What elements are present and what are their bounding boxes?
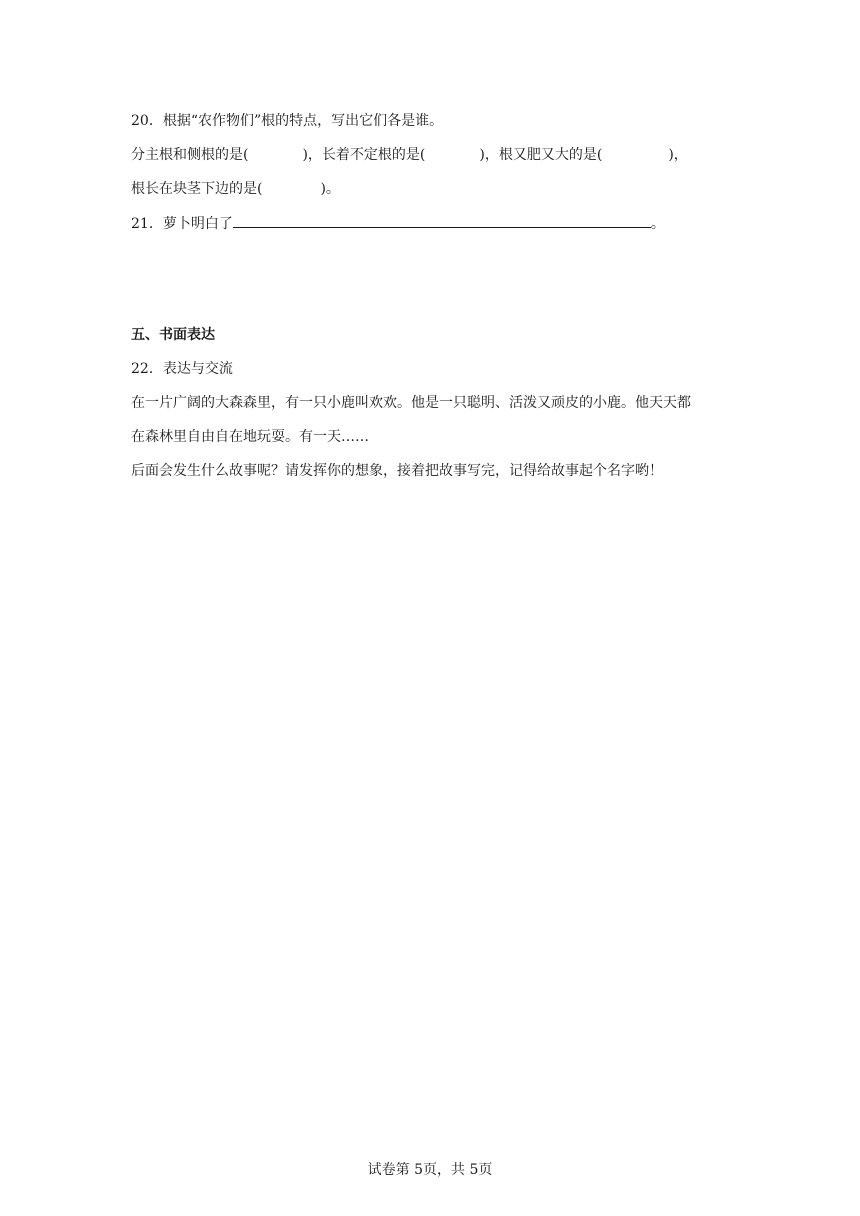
text-line2-end: )。 (320, 181, 340, 197)
question-21-end: 。 (650, 216, 665, 232)
question-21 (131, 213, 665, 234)
text-line-end: )， (668, 147, 688, 163)
text-tuber-root: 根长在块茎下边的是( (131, 181, 263, 197)
answer-line-21[interactable] (233, 213, 651, 228)
section-5-title: 五、书面表达 (131, 327, 215, 343)
text-adventitious-root: )，长着不定根的是( (302, 147, 426, 163)
page-footer: 试卷第 5页，共 5页 (367, 1162, 493, 1178)
text-fat-root: )，根又肥又大的是( (479, 147, 603, 163)
question-22-instructions: 后面会发生什么故事呢？请发挥你的想象，接着把故事写完，记得给故事起个名字哟！ (131, 463, 663, 479)
question-20-line-2 (131, 179, 340, 199)
question-21-prompt: 21．萝卜明白了 (131, 216, 233, 232)
question-22-story-line-1: 在一片广阔的大森森里，有一只小鹿叫欢欢。他是一只聪明、活泼又顽皮的小鹿。他天天都 (131, 395, 691, 411)
question-22-prompt: 22．表达与交流 (131, 361, 233, 377)
question-22-story-line-2: 在森林里自由自在地玩耍。有一天…… (131, 429, 369, 445)
question-20-line-1 (131, 145, 688, 165)
question-20-prompt: 20．根据“农作物们”根的特点，写出它们各是谁。 (131, 113, 444, 129)
text-main-lateral-root: 分主根和侧根的是( (131, 147, 249, 163)
